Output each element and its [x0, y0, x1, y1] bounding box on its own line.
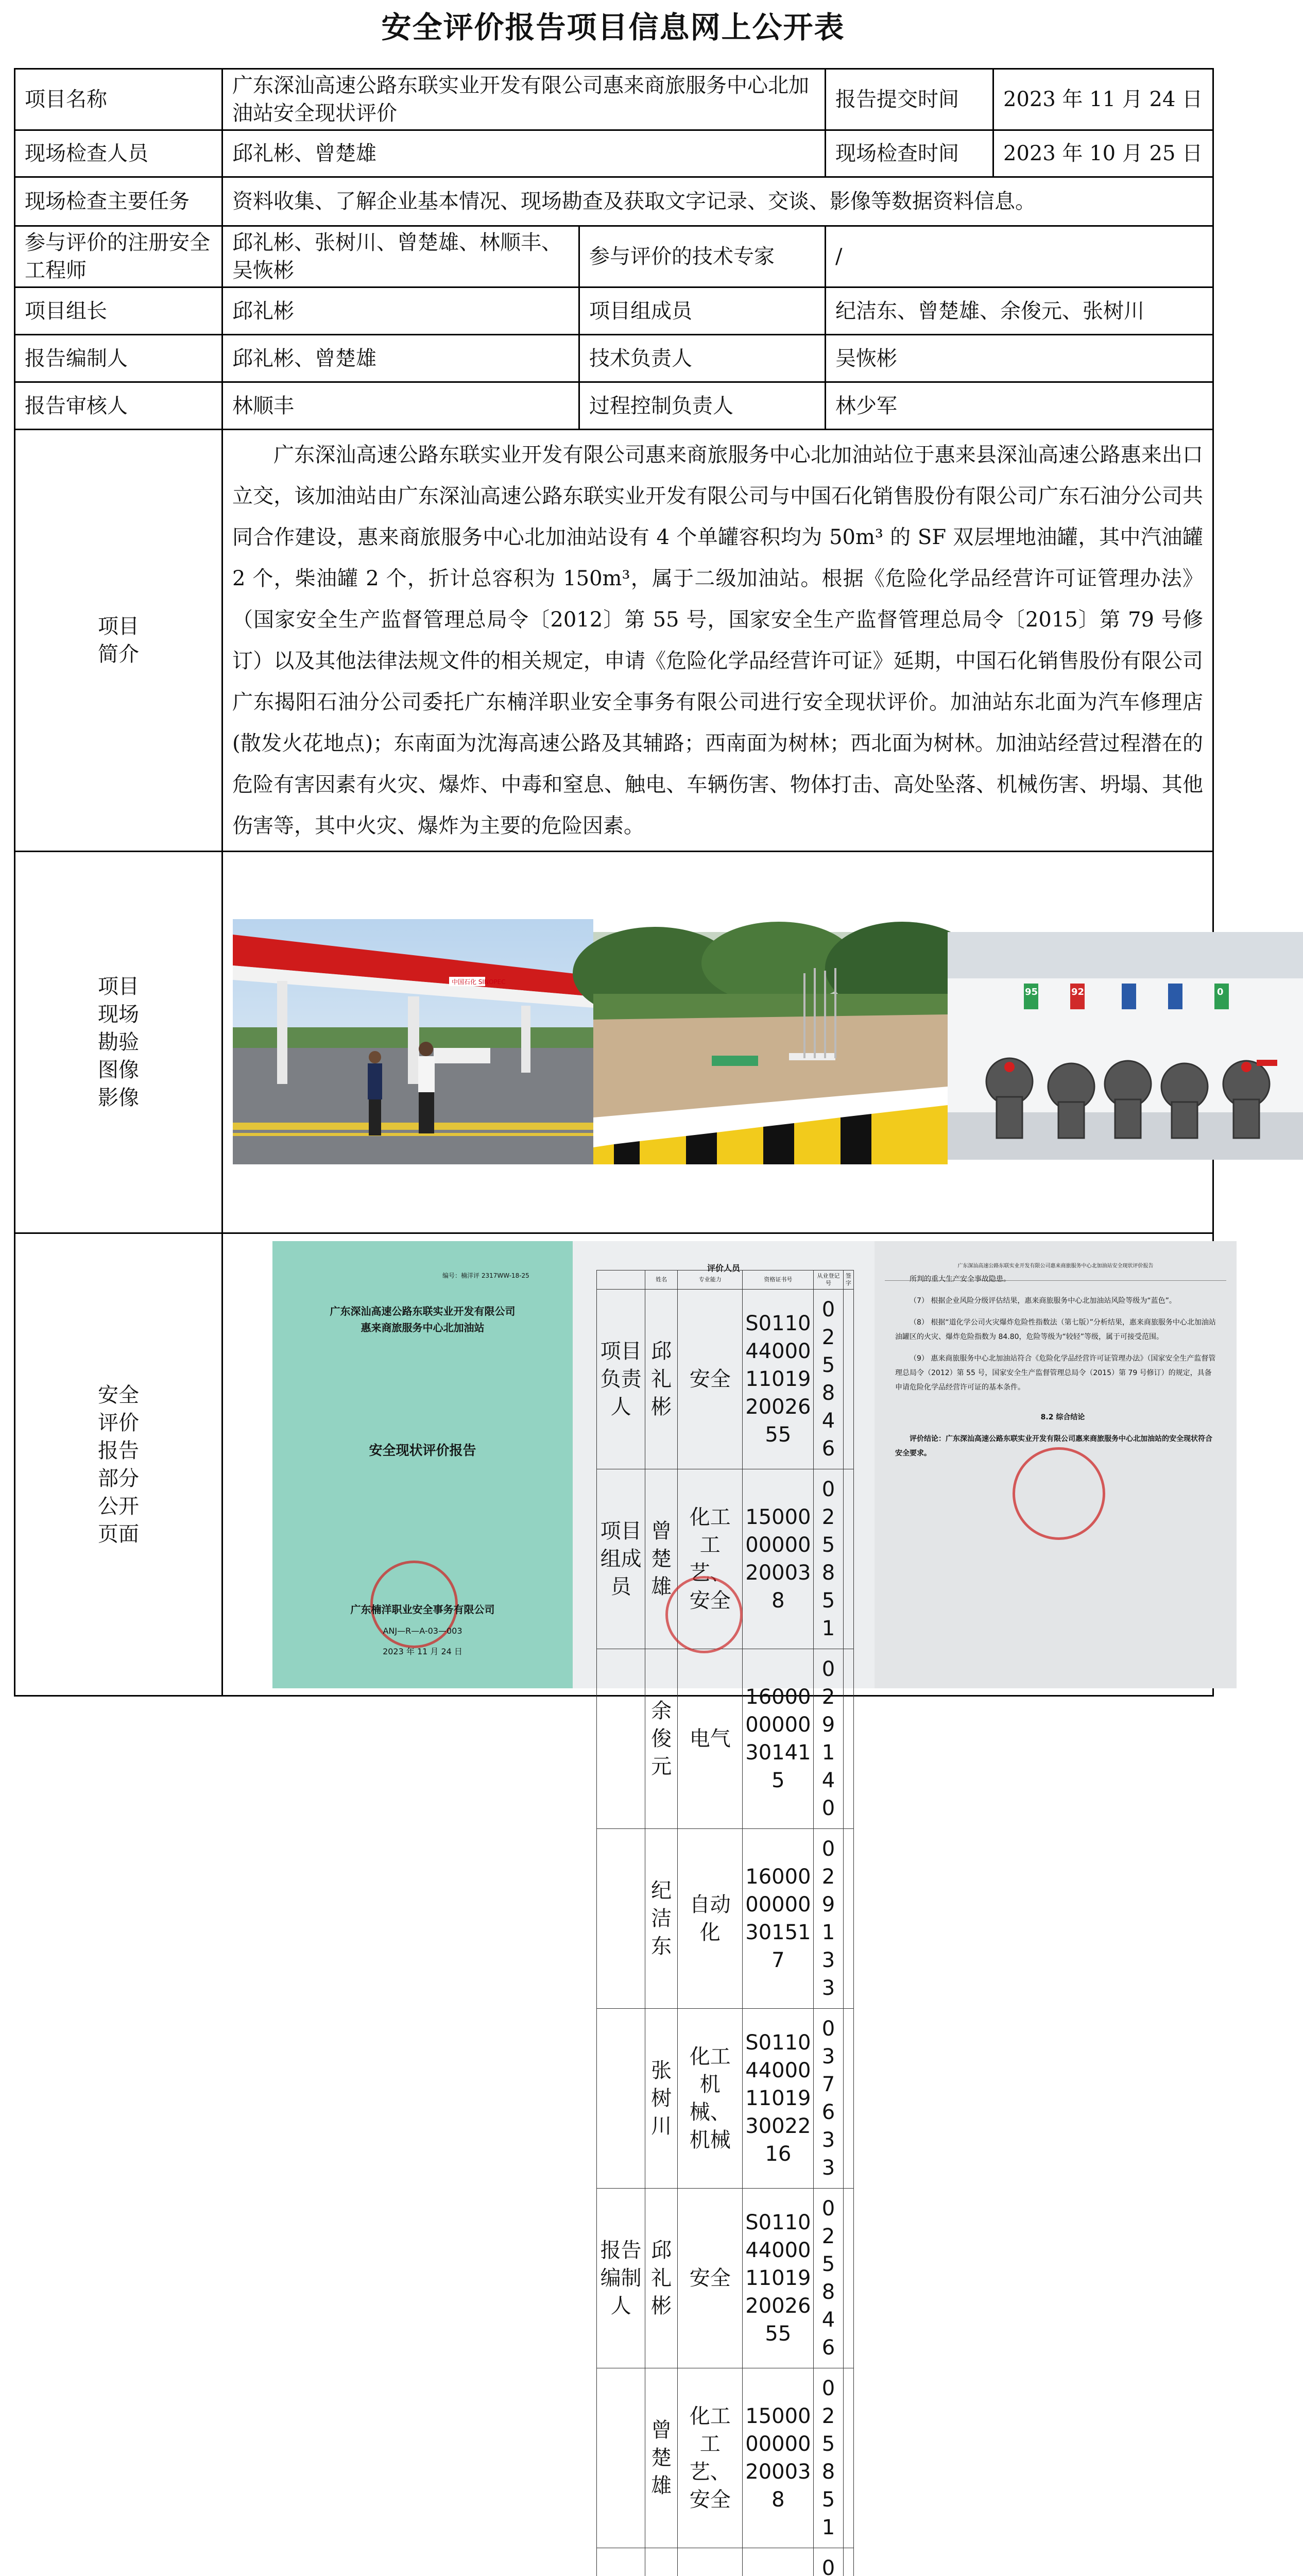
label-leader: 项目组长: [15, 287, 222, 335]
staff-cell: 1500000000200038: [743, 1469, 814, 1649]
staff-cell: [843, 1469, 853, 1649]
staff-header-cell: 签字: [843, 1270, 853, 1290]
value-project-name: 广东深汕高速公路东联实业开发有限公司惠来商旅服务中心北加油站安全现状评价: [222, 69, 826, 130]
staff-cell: 邱礼彬: [645, 2189, 678, 2368]
staff-cell: 安全: [678, 1290, 743, 1469]
staff-cell: 037633: [814, 2009, 844, 2189]
conclusion-header: 广东深汕高速公路东联实业开发有限公司惠来商旅服务中心北加油站安全现状评价报告: [885, 1252, 1226, 1281]
staff-row: [597, 2189, 854, 2368]
pump-label-92: 92: [1071, 987, 1084, 997]
label-engineers: 参与评价的注册安全工程师: [15, 226, 222, 287]
label-process-lead: 过程控制负责人: [579, 382, 826, 430]
page-title: 安全评价报告项目信息网上公开表: [0, 3, 1226, 46]
staff-cell: S011044000110192002655: [743, 1290, 814, 1469]
conclusion-line: 所判的重大生产安全事故隐患。: [895, 1272, 1216, 1286]
staff-cell: [645, 2548, 678, 2576]
cover-code: ANJ—R—A-03—003: [272, 1617, 573, 1645]
label-site-photos: [15, 852, 222, 1233]
staff-header-cell: 姓名: [645, 1270, 678, 1290]
site-photos-cell: [222, 852, 1213, 1233]
staff-cell: 邱礼彬: [645, 1290, 678, 1469]
staff-cell: [843, 2368, 853, 2548]
staff-cell: 安全: [678, 2189, 743, 2368]
staff-cell: 自动化: [678, 1829, 743, 2009]
staff-row: [597, 1290, 854, 1469]
label-reviewer: 报告审核人: [15, 382, 222, 430]
staff-cell: [843, 2009, 853, 2189]
label-report-pages: [15, 1233, 222, 1696]
staff-cell: 项目组成员: [597, 1469, 645, 1649]
staff-cell: 电气: [678, 1649, 743, 1829]
staff-header-cell: 专业能力: [678, 1270, 743, 1290]
staff-cell: 025851: [814, 1469, 844, 1649]
conclusion-line: （7） 根据企业风险分级评估结果，惠来商旅服务中心北加油站风险等级为“蓝色”。: [895, 1294, 1216, 1308]
value-submit-time: 2023 年 11 月 24 日: [993, 69, 1213, 130]
staff-cell: [843, 1649, 853, 1829]
staff-header-cell: [597, 1270, 645, 1290]
conclusion-line: 8.2 综合结论: [895, 1410, 1216, 1425]
report-pages-cell: [222, 1233, 1213, 1696]
info-table: [14, 68, 1214, 1697]
staff-cell: [843, 1829, 853, 2009]
label-main-task: 现场检查主要任务: [15, 177, 222, 226]
staff-cell: 曾楚雄: [645, 2368, 678, 2548]
staff-cell: [597, 1829, 645, 2009]
staff-row: [597, 1649, 854, 1829]
conclusion-line: （9） 惠来商旅服务中心北加油站符合《危险化学品经营许可证管理办法》（国家安全生产监督管理总局令（2012）第 55 号，国家安全生产监督管理总局令（2015）第 79 号修订）的规定，具备申请危险化学品经营许可证的基本条件。: [895, 1351, 1216, 1395]
staff-cell: 余俊元: [645, 1649, 678, 1829]
photo-oil-valves: [948, 932, 1303, 1160]
staff-cell: 025846: [814, 2189, 844, 2368]
staff-cell: 025851: [814, 2368, 844, 2548]
cover-number: 编号：楠洋评 2317WW-18-25: [442, 1262, 529, 1290]
staff-row: [597, 1829, 854, 2009]
staff-cell: 张树川: [645, 2009, 678, 2189]
value-inspectors: 邱礼彬、曾楚雄: [222, 130, 826, 177]
staff-table-body: [597, 1290, 854, 2576]
staff-cell: 化工机械、机械: [678, 2009, 743, 2189]
staff-cell: [678, 2548, 743, 2576]
photo-tank-area: [593, 932, 948, 1164]
value-experts: /: [826, 226, 1213, 287]
intro-paragraph: 广东深汕高速公路东联实业开发有限公司惠来商旅服务中心北加油站位于惠来县深汕高速公路惠来出口立交，该加油站由广东深汕高速公路东联实业开发有限公司与中国石化销售股份有限公司广东石油分公司共同合作建设，惠来商旅服务中心北加油站设有 4 个单罐容积均为 50m³ 的 SF 双层埋地油罐，其中汽油罐 2 个，柴油罐 2 个，折计总容积为 150m³，属于二级加油站。根据《危险化学品经营许可证管理办法》（国家安全生产监督管理总局令〔2012〕第 55 号，国家安全生产监督管理总局令〔2015〕第 79 号修订）以及其他法律法规文件的相关规定，申请《危险化学品经营许可证》延期，中国石化销售股份有限公司广东揭阳石油分公司委托广东楠洋职业安全事务有限公司进行安全现状评价。加油站东北面为汽车修理店(散发火花地点)；东南面为沈海高速公路及其辅路；西南面为树林；西北面为树林。加油站经营过程潜在的危险有害因素有火灾、爆炸、中毒和窒息、触电、车辆伤害、物体打击、高处坠落、机械伤害、坍塌、其他伤害等，其中火灾、爆炸为主要的危险因素。: [232, 434, 1203, 846]
cover-company-block: [272, 1303, 573, 1336]
report-pages-label-text: 安全评价报告部分公开页面: [98, 1381, 139, 1548]
pump-label-0: 0: [1217, 987, 1224, 997]
staff-cell: [843, 2548, 853, 2576]
staff-cell: [597, 1649, 645, 1829]
staff-row: [597, 2368, 854, 2548]
staff-cell: 项目负责人: [597, 1290, 645, 1469]
intro-label-text: 项目简介: [98, 613, 139, 668]
staff-seal: [665, 1576, 743, 1653]
photo-station-canopy: [233, 919, 593, 1164]
staff-table-title: 评价人员: [573, 1255, 875, 1282]
value-reviewer: 林顺丰: [222, 382, 579, 430]
cover-report-title: 安全现状评价报告: [272, 1437, 573, 1465]
conclusion-line: （8） 根据“道化学公司火灾爆炸危险性指数法（第七版）”分析结果，惠来商旅服务中心北加油站油罐区的火灾、爆炸危险指数为 84.80，危险等级为“较轻”等级，属于可接受范围。: [895, 1315, 1216, 1344]
canopy-sign: 中国石化 SINOPEC: [452, 978, 506, 986]
staff-table: [596, 1270, 854, 2576]
value-engineers: 邱礼彬、张树川、曾楚雄、林顺丰、吴恢彬: [222, 226, 579, 287]
staff-cell: 纪洁东: [645, 1829, 678, 2009]
staff-cell: 化工工艺、安全: [678, 1469, 743, 1649]
staff-cell: [843, 2189, 853, 2368]
label-inspect-time: 现场检查时间: [826, 130, 993, 177]
value-tech-lead: 吴恢彬: [826, 335, 1213, 382]
staff-header-cell: 从业登记号: [814, 1270, 844, 1290]
label-inspectors: 现场检查人员: [15, 130, 222, 177]
staff-cell: 1500000000200038: [743, 2368, 814, 2548]
value-main-task: 资料收集、了解企业基本情况、现场勘查及获取文字记录、交谈、影像等数据资料信息。: [222, 177, 1213, 226]
report-staff-page: [573, 1241, 875, 1688]
intro-text: [222, 430, 1213, 852]
staff-cell: [743, 2548, 814, 2576]
label-tech-lead: 技术负责人: [579, 335, 826, 382]
label-compiler: 报告编制人: [15, 335, 222, 382]
staff-cell: [597, 2009, 645, 2189]
staff-row: [597, 2009, 854, 2189]
label-intro: [15, 430, 222, 852]
staff-cell: S011044000110193002216: [743, 2009, 814, 2189]
value-compiler: 邱礼彬、曾楚雄: [222, 335, 579, 382]
pump-label-95: 95: [1025, 987, 1038, 997]
conclusion-seal: [1013, 1447, 1105, 1540]
staff-cell: 025846: [814, 1290, 844, 1469]
site-photos-label-text: 项目现场勘验图像影像: [98, 973, 139, 1112]
staff-cell: 1600000000301415: [743, 1649, 814, 1829]
conclusion-text: [895, 1272, 1216, 1468]
label-experts: 参与评价的技术专家: [579, 226, 826, 287]
cover-agency: 广东楠洋职业安全事务有限公司: [272, 1596, 573, 1623]
label-submit-time: 报告提交时间: [826, 69, 993, 130]
staff-cell: [843, 1290, 853, 1469]
value-inspect-time: 2023 年 10 月 25 日: [993, 130, 1213, 177]
staff-cell: 029140: [814, 1649, 844, 1829]
staff-cell: [597, 2368, 645, 2548]
staff-cell: [597, 2548, 645, 2576]
label-project-name: 项目名称: [15, 69, 222, 130]
label-members: 项目组成员: [579, 287, 826, 335]
staff-cell: 曾楚雄: [645, 1469, 678, 1649]
value-process-lead: 林少军: [826, 382, 1213, 430]
cover-company: 广东深汕高速公路东联实业开发有限公司: [272, 1303, 573, 1319]
value-members: 纪洁东、曾楚雄、余俊元、张树川: [826, 287, 1213, 335]
staff-row: [597, 2548, 854, 2576]
report-cover-page: [272, 1241, 573, 1688]
staff-cell: 化工工艺、安全: [678, 2368, 743, 2548]
staff-cell: 1600000000301517: [743, 1829, 814, 2009]
staff-cell: 029133: [814, 1829, 844, 2009]
cover-date: 2023 年 11 月 24 日: [272, 1638, 573, 1666]
staff-cell: 0: [814, 2548, 844, 2576]
conclusion-line: 评价结论：广东深汕高速公路东联实业开发有限公司惠来商旅服务中心北加油站的安全现状符合安全要求。: [895, 1432, 1216, 1461]
staff-cell: S011044000110192002655: [743, 2189, 814, 2368]
report-conclusion-page: [875, 1241, 1237, 1688]
cover-station: 惠来商旅服务中心北加油站: [272, 1319, 573, 1336]
staff-cell: 报告编制人: [597, 2189, 645, 2368]
staff-table-header: [597, 1270, 854, 1290]
value-leader: 邱礼彬: [222, 287, 579, 335]
staff-header-cell: 资格证书号: [743, 1270, 814, 1290]
